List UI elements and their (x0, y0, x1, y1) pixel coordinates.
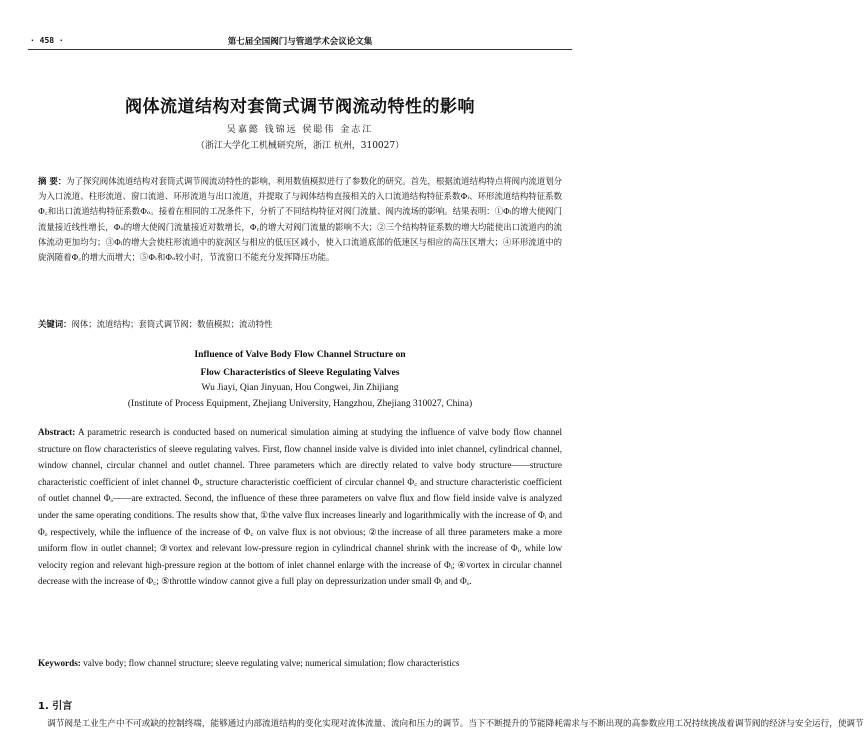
chinese-authors: 吴嘉懿 钱锦远 侯聪伟 金志江 (226, 125, 374, 135)
chinese-keywords-text: 阀体；流道结构；套筒式调节阀；数值模拟；流动特性 (71, 319, 273, 329)
english-title (0, 346, 600, 382)
chinese-title: 阀体流道结构对套筒式调节阀流动特性的影响 (125, 97, 475, 117)
english-keywords-label: Keywords: (38, 658, 81, 668)
chinese-abstract-text: 为了探究阀体流道结构对套筒式调节阀流动特性的影响，利用数值模拟进行了参数化的研究。首先，根据流道结构特点将阀内流道划分为入口流道、柱形流道、窗口流道、环形流道与出口流道，并提取了与阀体结构直接相关的入口流道结构特征系数Φᵢ、环形流道结构特征系数Φ꜀和出口流道结构特征系数Φₒ。接着在相同的工况条件下，分析了不同结构特征对阀门流量、阀内流场的影响。结果表明：①Φᵢ的增大使阀门流量接近线性增长，Φₒ的增大使阀门流量接近对数增长，Φ꜀的增大对阀门流量的影响不大；②三个结构特征系数的增大均能使出口流道内的流体流动更加均匀；③Φᵢ的增大会使柱形流道中的旋涡区与相应的低压区减小，使入口流道底部的低速区与相应的高压区增大；④环形流道中的旋涡随着Φ꜀的增大而增大；⑤Φᵢ和Φₒ较小时，节流窗口不能充分发挥降压功能。 (38, 176, 563, 263)
section-heading-introduction: 1. 引言 (38, 701, 73, 712)
chinese-abstract (38, 174, 562, 265)
chinese-keywords (38, 318, 562, 330)
english-affiliation: (Institute of Process Equipment, Zhejiang University, Hangzhou, Zhejiang 310027, China) (127, 399, 473, 409)
chinese-abstract-label: 摘 要： (38, 176, 67, 186)
english-authors: Wu Jiayi, Qian Jinyuan, Hou Congwei, Jin Zhijiang (201, 383, 399, 393)
english-title-line1: Influence of Valve Body Flow Channel Structure on (194, 349, 406, 360)
page-header (30, 36, 570, 45)
page-number: · 458 · (30, 36, 64, 45)
header-divider (28, 49, 572, 50)
english-abstract-text: A parametric research is conducted based on numerical simulation aiming at studying the influence of valve body flow channel structure on flow characteristics of sleeve regulating valves. First, flow channel inside valve is divided into inlet channel, cylindrical channel, window channel, circular channel and outlet channel. Three parameters which are directly related to valve body structure——structure characteristic coefficient of inlet channel Φᵢ, structure characteristic coefficient of circular channel Φ꜀ and structure characteristic coefficient of outlet channel Φₒ——are extracted. Second, the influence of these three parameters on valve flux and flow field inside valve is analyzed under the same operating conditions. The results show that, ①the valve flux increases linearly and logarithmically with the increase of Φᵢ and Φₒ respectively, while the influence of the increase of Φ꜀ on valve flux is not obvious; ②the increase of all three parameters make a more uniform flow in outlet channel; ③vortex and relevant low-pressure region in cylindrical channel shrink with the increase of Φᵢ, while low velocity region and relevant high-pressure region at the bottom of inlet channel enlarge with the increase of Φᵢ; ④vortex in circular channel decrease with the increase of Φ꜀; ⑤throttle window cannot give a full play on depressurization under small Φᵢ and Φₒ. (38, 427, 562, 587)
english-keywords (38, 655, 562, 671)
english-keywords-text: valve body; flow channel structure; sleeve regulating valve; numerical simulation; flow characteristics (80, 658, 460, 668)
english-abstract-label: Abstract: (38, 427, 76, 437)
introduction-text: 调节阀是工业生产中不可或缺的控制终端，能够通过内部流道结构的变化实现对流体流量、流向和压力的调节。当下不断提升的节能降耗需求与不断出现的高参数应用工况持续挑战着调节阀的经济与安全运行，使调节 (47, 719, 864, 729)
chinese-keywords-label: 关键词： (38, 319, 72, 329)
english-title-line2: Flow Characteristics of Sleeve Regulating Valves (200, 367, 400, 378)
running-title: 第七届全国阀门与管道学术会议论文集 (227, 36, 373, 47)
chinese-affiliation: （浙江大学化工机械研究所，浙江 杭州，310027） (195, 141, 405, 151)
english-abstract (38, 424, 562, 590)
